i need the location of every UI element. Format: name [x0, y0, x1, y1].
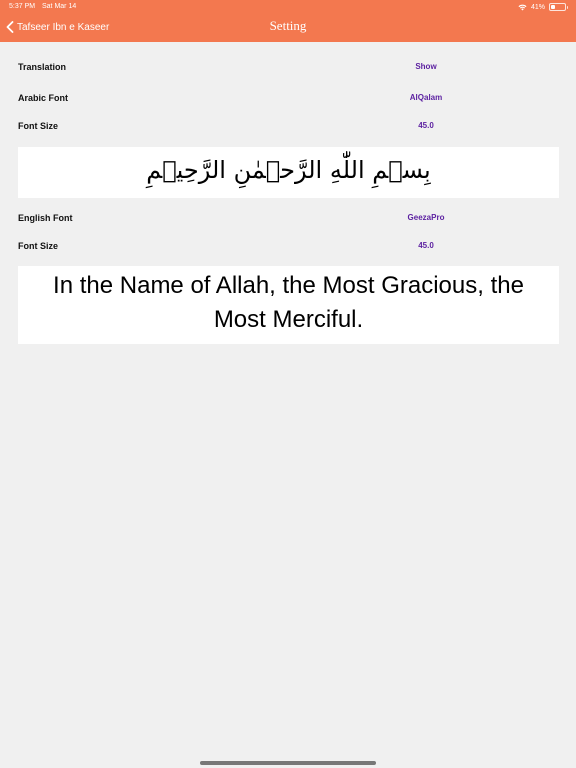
navigation-bar	[0, 0, 576, 42]
english-preview-box	[18, 266, 559, 344]
back-button-label: Tafseer Ibn e Kaseer	[17, 21, 110, 33]
wifi-icon	[518, 4, 527, 11]
english-font-size-selector[interactable]: 45.0	[418, 241, 434, 250]
arabic-font-size-row	[0, 116, 576, 136]
page-title: Setting	[269, 18, 307, 33]
english-font-size-row	[0, 236, 576, 256]
battery-icon	[549, 3, 566, 11]
arabic-font-size-label: Font Size	[18, 121, 58, 131]
arabic-font-selector[interactable]: AlQalam	[409, 93, 443, 102]
status-bar	[0, 0, 576, 14]
translation-row	[0, 57, 576, 77]
english-font-selector[interactable]: GeezaPro	[407, 213, 445, 222]
home-indicator[interactable]	[200, 761, 376, 765]
translation-toggle-button[interactable]: Show	[415, 62, 437, 71]
status-indicators	[518, 2, 566, 12]
english-preview-text: In the Name of Allah, the Most Gracious, the Most Merciful.	[53, 272, 524, 333]
english-font-label: English Font	[18, 213, 73, 223]
translation-label: Translation	[18, 62, 67, 72]
arabic-preview-text: بِسۡمِ اللّٰهِ الرَّحۡمٰنِ الرَّحِيۡمِ	[146, 156, 431, 184]
battery-level	[551, 5, 555, 9]
arabic-font-size-selector[interactable]: 45.0	[418, 121, 434, 130]
status-time: 5:37 PM	[9, 3, 36, 10]
battery-percentage: 41%	[530, 3, 545, 11]
arabic-preview-box	[18, 147, 559, 198]
english-font-row	[0, 208, 576, 228]
status-date: Sat Mar 14	[42, 3, 77, 10]
english-font-size-label: Font Size	[18, 241, 58, 251]
arabic-font-label: Arabic Font	[18, 93, 69, 103]
arabic-font-row	[0, 88, 576, 108]
